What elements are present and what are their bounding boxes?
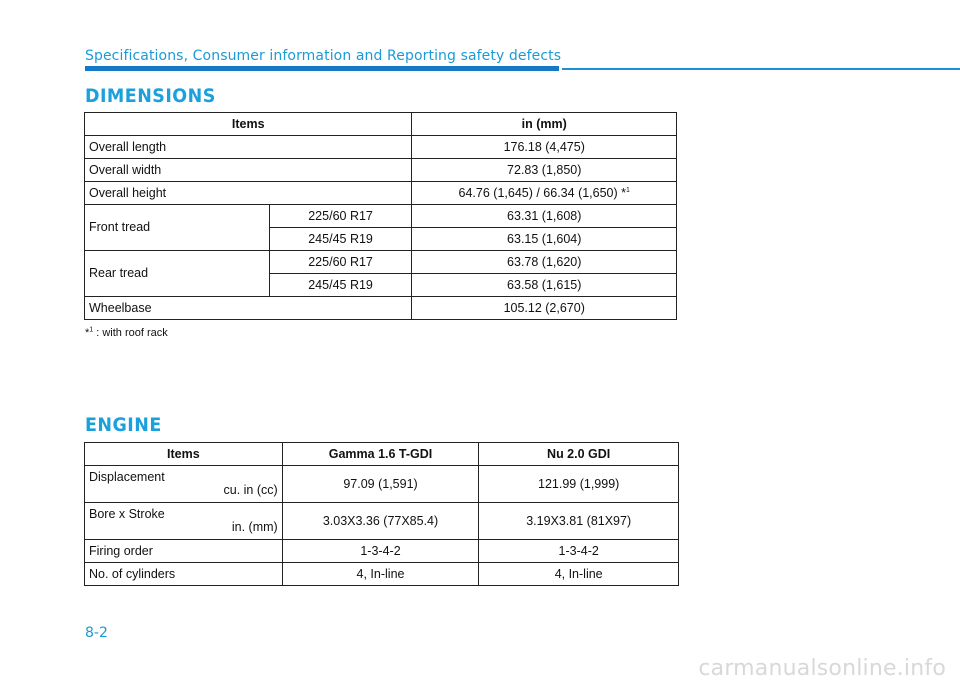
value-overall-width: 72.83 (1,850) — [412, 159, 677, 182]
value-overall-height — [412, 182, 677, 205]
footnote-marker: 1 — [626, 186, 630, 194]
value-overall-height-text: 64.76 (1,645) / 66.34 (1,650) * — [458, 185, 627, 200]
bore-stroke-label: Bore x Stroke — [89, 507, 165, 521]
table-row — [85, 251, 677, 274]
front-tread-tire-2: 245/45 R19 — [269, 228, 412, 251]
rear-tread-value-2: 63.58 (1,615) — [412, 274, 677, 297]
table-row — [85, 503, 679, 540]
row-label-rear-tread: Rear tread — [85, 251, 270, 297]
firing-order-nu: 1-3-4-2 — [479, 540, 679, 563]
column-header-items: Items — [85, 113, 412, 136]
site-watermark: carmanualsonline.info — [698, 656, 946, 681]
table-row — [85, 466, 679, 503]
bore-stroke-nu: 3.19X3.81 (81X97) — [479, 503, 679, 540]
row-label-wheelbase: Wheelbase — [85, 297, 412, 320]
table-row — [85, 563, 679, 586]
table-row — [85, 159, 677, 182]
front-tread-value-2: 63.15 (1,604) — [412, 228, 677, 251]
cylinders-nu: 4, In-line — [479, 563, 679, 586]
front-tread-value-1: 63.31 (1,608) — [412, 205, 677, 228]
rear-tread-tire-1: 225/60 R17 — [269, 251, 412, 274]
row-label-front-tread: Front tread — [85, 205, 270, 251]
table-row — [85, 297, 677, 320]
column-header-in-mm: in (mm) — [412, 113, 677, 136]
column-header-nu: Nu 2.0 GDI — [479, 443, 679, 466]
rear-tread-tire-2: 245/45 R19 — [269, 274, 412, 297]
front-tread-tire-1: 225/60 R17 — [269, 205, 412, 228]
row-label-overall-length: Overall length — [85, 136, 412, 159]
table-header-row — [85, 443, 679, 466]
roof-rack-footnote — [85, 327, 168, 339]
displacement-gamma: 97.09 (1,591) — [282, 466, 479, 503]
value-wheelbase: 105.12 (2,670) — [412, 297, 677, 320]
row-label-cylinders: No. of cylinders — [85, 563, 283, 586]
displacement-unit: cu. in (cc) — [223, 483, 278, 497]
row-label-displacement — [85, 466, 283, 503]
footnote-asterisk: * — [85, 327, 90, 339]
cylinders-gamma: 4, In-line — [282, 563, 479, 586]
table-header-row — [85, 113, 677, 136]
dimensions-table — [84, 112, 677, 320]
row-label-firing-order: Firing order — [85, 540, 283, 563]
table-row — [85, 205, 677, 228]
header-accent-line — [562, 68, 960, 70]
bore-stroke-gamma: 3.03X3.36 (77X85.4) — [282, 503, 479, 540]
section-header-title: Specifications, Consumer information and Reporting safety defects — [85, 48, 562, 64]
firing-order-gamma: 1-3-4-2 — [282, 540, 479, 563]
value-overall-length: 176.18 (4,475) — [412, 136, 677, 159]
engine-table — [84, 442, 679, 586]
displacement-nu: 121.99 (1,999) — [479, 466, 679, 503]
engine-title: ENGINE — [85, 414, 162, 436]
column-header-gamma: Gamma 1.6 T-GDI — [282, 443, 479, 466]
row-label-bore-stroke — [85, 503, 283, 540]
bore-stroke-unit: in. (mm) — [231, 520, 278, 534]
row-label-overall-height: Overall height — [85, 182, 412, 205]
header-accent-bar — [85, 66, 559, 71]
table-row — [85, 136, 677, 159]
page-number: 8-2 — [85, 625, 108, 641]
dimensions-title: DIMENSIONS — [85, 85, 216, 107]
table-row — [85, 182, 677, 205]
table-row — [85, 540, 679, 563]
rear-tread-value-1: 63.78 (1,620) — [412, 251, 677, 274]
row-label-overall-width: Overall width — [85, 159, 412, 182]
column-header-items: Items — [85, 443, 283, 466]
footnote-text: : with roof rack — [93, 327, 168, 339]
displacement-label: Displacement — [89, 470, 165, 484]
footnote-sup: 1 — [89, 326, 94, 334]
